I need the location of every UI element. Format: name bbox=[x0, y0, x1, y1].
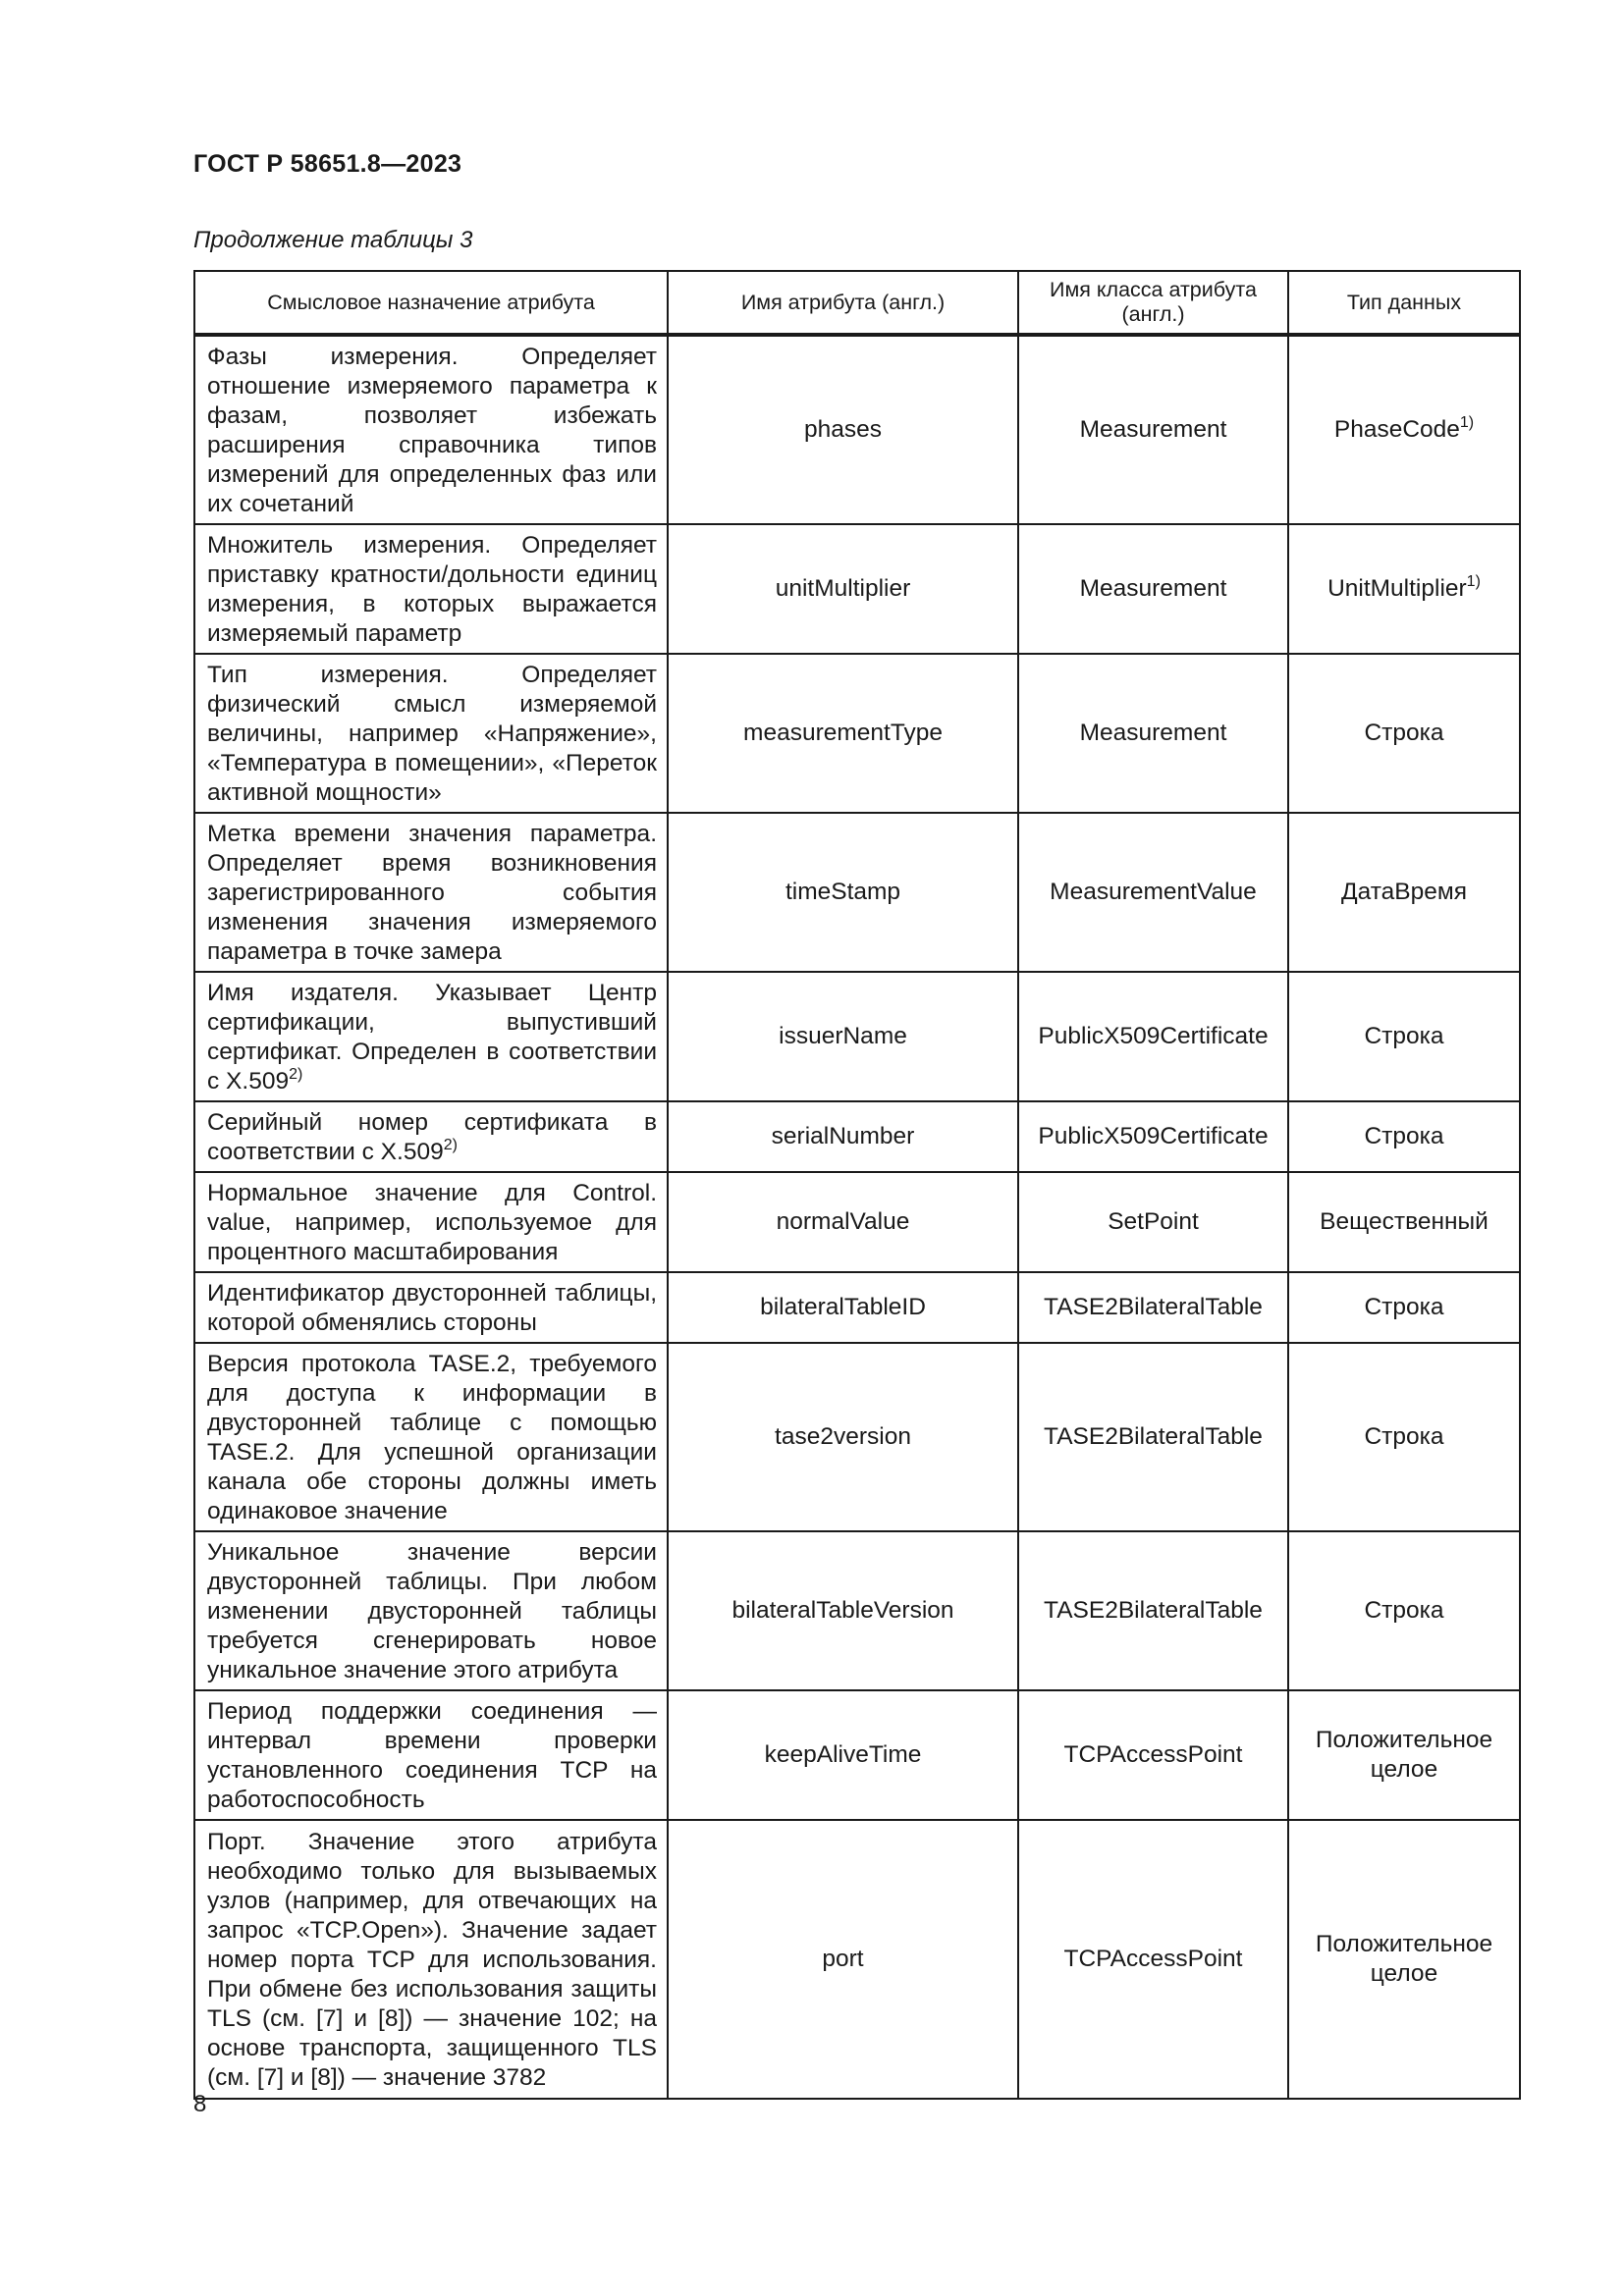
cell-description bbox=[194, 1531, 668, 1690]
cell-data-type-text: Строка bbox=[1364, 1023, 1444, 1049]
cell-description bbox=[194, 654, 668, 813]
table-row bbox=[194, 524, 1520, 654]
cell-description-text: Идентификатор двусторонней таблицы, которой обменялись стороны bbox=[207, 1280, 657, 1336]
cell-data-type bbox=[1288, 813, 1520, 972]
cell-class-name-text: SetPoint bbox=[1108, 1208, 1199, 1235]
cell-description-text: Множитель измерения. Определяет приставку кратности/дольности единиц измерения, в которых выражается измеряемый параметр bbox=[207, 532, 657, 647]
cell-class-name-text: Measurement bbox=[1079, 720, 1227, 746]
cell-data-type-text: UnitMultiplier bbox=[1327, 575, 1467, 602]
table-row bbox=[194, 1172, 1520, 1272]
cell-attr-name-text: phases bbox=[803, 416, 882, 443]
cell-data-type-text: Строка bbox=[1364, 1123, 1444, 1149]
table-caption: Продолжение таблицы 3 bbox=[193, 227, 473, 253]
cell-description bbox=[194, 1690, 668, 1820]
cell-attr-name-text: keepAliveTime bbox=[764, 1741, 922, 1768]
cell-attr-name-text: tase2version bbox=[775, 1423, 911, 1450]
footnote-marker: 2) bbox=[443, 1137, 458, 1153]
cell-attr-name bbox=[668, 1690, 1018, 1820]
cell-data-type bbox=[1288, 1172, 1520, 1272]
cell-attr-name-text: issuerName bbox=[779, 1023, 907, 1049]
header-attr-name: Имя атрибута (англ.) bbox=[668, 271, 1018, 335]
page-number: 8 bbox=[193, 2091, 207, 2117]
table-row bbox=[194, 1531, 1520, 1690]
cell-description-text: Уникальное значение версии двусторонней таблицы. При любом изменении двусторонней таблицы требуется сгенерировать новое уникальное значение этого атрибута bbox=[207, 1539, 657, 1683]
cell-attr-name bbox=[668, 1343, 1018, 1531]
cell-class-name bbox=[1018, 654, 1288, 813]
cell-attr-name-text: timeStamp bbox=[785, 879, 901, 905]
cell-data-type-text: PhaseCode bbox=[1333, 416, 1460, 443]
cell-description-text: Метка времени значения параметра. Определяет время возникновения зарегистрированного события изменения значения измеряемого параметра в точке замера bbox=[207, 821, 657, 965]
cell-description-text: Период поддержки соединения — интервал времени проверки установленного соединения TCP на работоспособность bbox=[207, 1698, 657, 1813]
cell-attr-name bbox=[668, 1101, 1018, 1172]
cell-attr-name bbox=[668, 524, 1018, 654]
footnote-marker: 1) bbox=[1466, 573, 1481, 590]
footnote-marker: 1) bbox=[1459, 414, 1475, 431]
cell-data-type bbox=[1288, 1531, 1520, 1690]
cell-class-name-text: TCPAccessPoint bbox=[1063, 1946, 1243, 1972]
cell-attr-name bbox=[668, 972, 1018, 1101]
cell-description-text: Фазы измерения. Определяет отношение измеряемого параметра к фазам, позволяет избежать расширения справочника типов измерений для определенных фаз или их сочетаний bbox=[207, 344, 657, 517]
cell-description bbox=[194, 813, 668, 972]
header-class-name: Имя класса атрибута (англ.) bbox=[1018, 271, 1288, 335]
cell-attr-name bbox=[668, 654, 1018, 813]
table-row bbox=[194, 972, 1520, 1101]
cell-attr-name-text: normalValue bbox=[776, 1208, 910, 1235]
table-row bbox=[194, 1343, 1520, 1531]
cell-attr-name-text: bilateralTableID bbox=[760, 1294, 926, 1320]
table-row bbox=[194, 1690, 1520, 1820]
attributes-table bbox=[193, 270, 1521, 2100]
cell-data-type bbox=[1288, 335, 1520, 524]
cell-data-type-text: Строка bbox=[1364, 720, 1444, 746]
table-row bbox=[194, 335, 1520, 524]
cell-attr-name bbox=[668, 335, 1018, 524]
table-header-row bbox=[194, 271, 1520, 335]
cell-attr-name-text: bilateralTableVersion bbox=[731, 1597, 954, 1624]
cell-data-type-text: Вещественный bbox=[1320, 1208, 1489, 1235]
cell-attr-name-text: serialNumber bbox=[771, 1123, 915, 1149]
document-header: ГОСТ Р 58651.8—2023 bbox=[193, 150, 462, 178]
cell-description bbox=[194, 972, 668, 1101]
cell-class-name bbox=[1018, 1101, 1288, 1172]
cell-data-type bbox=[1288, 1690, 1520, 1820]
cell-class-name bbox=[1018, 1172, 1288, 1272]
cell-data-type bbox=[1288, 1101, 1520, 1172]
cell-attr-name bbox=[668, 1820, 1018, 2099]
cell-data-type bbox=[1288, 1343, 1520, 1531]
cell-class-name bbox=[1018, 1343, 1288, 1531]
cell-description-text: Серийный номер сертификата в соответствии с X.509 bbox=[207, 1109, 657, 1165]
cell-data-type bbox=[1288, 654, 1520, 813]
cell-description-text: Версия протокола TASE.2, требуемого для доступа к информации в двусторонней таблице с помощью TASE.2. Для успешной организации канала обе стороны должны иметь одинаковое значение bbox=[207, 1351, 657, 1524]
cell-description bbox=[194, 1820, 668, 2099]
cell-class-name bbox=[1018, 335, 1288, 524]
cell-class-name-text: Measurement bbox=[1079, 575, 1227, 602]
cell-description-text: Тип измерения. Определяет физический смысл измеряемой величины, например «Напряжение», «Температура в помещении», «Переток активной мощности» bbox=[207, 662, 657, 806]
cell-class-name-text: PublicX509Certificate bbox=[1038, 1123, 1269, 1149]
header-data-type: Тип данных bbox=[1288, 271, 1520, 335]
cell-description bbox=[194, 524, 668, 654]
cell-attr-name bbox=[668, 1172, 1018, 1272]
cell-data-type bbox=[1288, 972, 1520, 1101]
cell-data-type-text: Положительное целое bbox=[1315, 1931, 1493, 1987]
cell-data-type bbox=[1288, 1820, 1520, 2099]
cell-class-name bbox=[1018, 813, 1288, 972]
cell-data-type-text: Строка bbox=[1364, 1597, 1444, 1624]
table-row bbox=[194, 1272, 1520, 1343]
cell-class-name-text: TASE2BilateralTable bbox=[1044, 1294, 1263, 1320]
cell-attr-name bbox=[668, 1531, 1018, 1690]
cell-data-type-text: Строка bbox=[1364, 1294, 1444, 1320]
cell-class-name-text: TASE2BilateralTable bbox=[1044, 1597, 1263, 1624]
cell-data-type bbox=[1288, 1272, 1520, 1343]
table-row bbox=[194, 1101, 1520, 1172]
cell-class-name-text: PublicX509Certificate bbox=[1038, 1023, 1269, 1049]
cell-class-name bbox=[1018, 1531, 1288, 1690]
cell-description bbox=[194, 1343, 668, 1531]
header-purpose: Смысловое назначение атрибута bbox=[194, 271, 668, 335]
table-row bbox=[194, 813, 1520, 972]
cell-class-name-text: Measurement bbox=[1079, 416, 1227, 443]
cell-data-type-text: Строка bbox=[1364, 1423, 1444, 1450]
cell-attr-name bbox=[668, 813, 1018, 972]
cell-description-text: Имя издателя. Указывает Центр сертификации, выпустивший сертификат. Определен в соответствии с X.509 bbox=[207, 980, 657, 1095]
cell-data-type-text: ДатаВремя bbox=[1341, 879, 1467, 905]
cell-class-name-text: TASE2BilateralTable bbox=[1044, 1423, 1263, 1450]
cell-class-name-text: MeasurementValue bbox=[1050, 879, 1257, 905]
cell-attr-name-text: unitMultiplier bbox=[775, 575, 911, 602]
cell-description bbox=[194, 1101, 668, 1172]
cell-attr-name bbox=[668, 1272, 1018, 1343]
cell-class-name bbox=[1018, 524, 1288, 654]
cell-class-name-text: TCPAccessPoint bbox=[1063, 1741, 1243, 1768]
cell-class-name bbox=[1018, 1820, 1288, 2099]
footnote-marker: 2) bbox=[289, 1066, 303, 1083]
cell-class-name bbox=[1018, 972, 1288, 1101]
cell-data-type bbox=[1288, 524, 1520, 654]
cell-description bbox=[194, 335, 668, 524]
cell-description bbox=[194, 1172, 668, 1272]
cell-description bbox=[194, 1272, 668, 1343]
cell-class-name bbox=[1018, 1690, 1288, 1820]
cell-description-text: Порт. Значение этого атрибута необходимо только для вызываемых узлов (например, для отвечающих на запрос «TCP.Open»). Значение задает номер порта TCP для использования. При обмене без использования защиты TLS (см. [7] и [8]) — значение 102; на основе транспорта, защищенного TLS (см. [7] и [8]) — значение 3782 bbox=[207, 1829, 657, 2091]
table-row bbox=[194, 1820, 1520, 2099]
cell-attr-name-text: port bbox=[822, 1946, 864, 1972]
cell-attr-name-text: measurementType bbox=[743, 720, 943, 746]
cell-description-text: Нормальное значение для Control. value, например, используемое для процентного масштабирования bbox=[207, 1180, 657, 1265]
cell-class-name bbox=[1018, 1272, 1288, 1343]
table-row bbox=[194, 654, 1520, 813]
table-body bbox=[194, 335, 1520, 2099]
cell-data-type-text: Положительное целое bbox=[1315, 1727, 1493, 1783]
